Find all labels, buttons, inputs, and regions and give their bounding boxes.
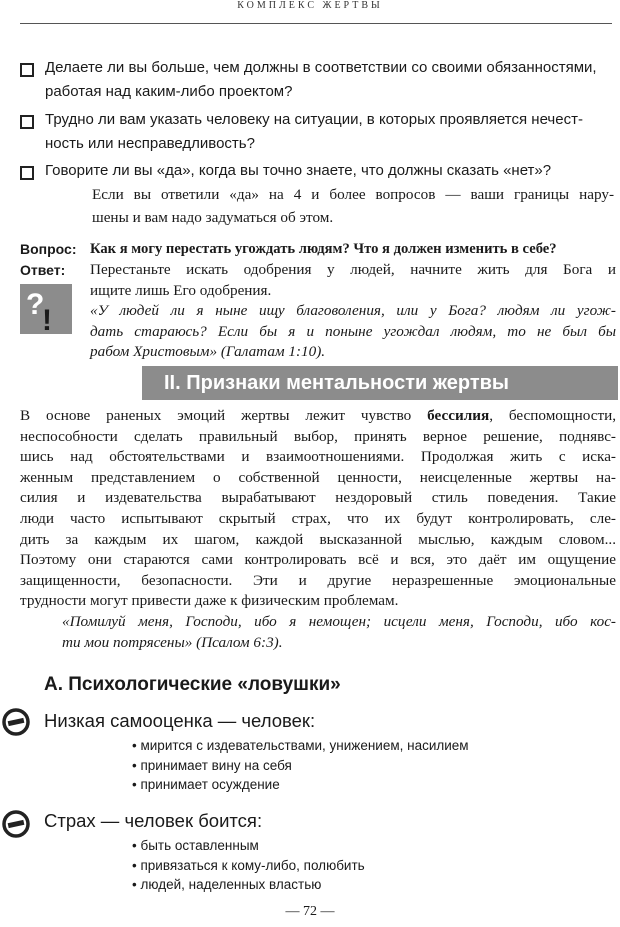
body-text: В основе раненых эмоций жертвы лежит чувство <box>20 407 428 424</box>
trap-icon <box>2 810 30 838</box>
section-title <box>164 368 509 398</box>
list-item-text: людей, наделенных властью <box>140 877 322 892</box>
question-label: Вопрос: <box>20 241 77 257</box>
list-item <box>132 756 469 776</box>
answer-label: Ответ: <box>20 262 66 278</box>
list-item-text: привязаться к кому-либо, полюбить <box>140 857 365 873</box>
bullet-icon: • <box>132 857 141 873</box>
section-number: II. <box>164 372 181 394</box>
question-line: Делаете ли вы больше, чем должны в соответствии со своими обязанностями, <box>45 59 597 76</box>
trap-heading: Низкая самооценка — человек: <box>44 710 316 731</box>
body-line: женным представлением о собственной ценности, неисцеленные жертвы на- <box>20 468 616 486</box>
quote-line: рабом Христовым» (Галатам 1:10). <box>90 343 326 360</box>
checkbox-icon[interactable] <box>20 115 34 129</box>
body-paragraph <box>20 406 616 612</box>
trap-list <box>132 736 469 795</box>
psalm-quote <box>62 611 616 653</box>
psalm-line: «Помилуй меня, Господи, ибо я немощен; исцели меня, Господи, ибо кос- <box>62 613 616 630</box>
body-bold-text: бессилия <box>427 407 490 424</box>
quote-line: дать стараюсь? Если бы я и поныне угождал людям, то не был бы <box>90 322 616 340</box>
list-item-text: принимает осуждение <box>140 777 280 792</box>
quote-line: «У людей ли я ныне ищу благоволения, или у Бога? людям ли угож- <box>90 302 616 319</box>
question-line: ность или несправедливость? <box>45 135 255 152</box>
answer-text <box>90 260 616 301</box>
body-line: трудности могут привести даже к физическим проблемам. <box>20 592 399 610</box>
body-line: неспособности сделать правильный выбор, принять верное решение, поднявс- <box>20 427 616 445</box>
question-line: работая над каким-либо проектом? <box>45 83 293 100</box>
list-item <box>132 875 365 895</box>
section-title-text: Признаки ментальности жертвы <box>186 372 510 394</box>
conclusion-line: Если вы ответили «да» на 4 и более вопросов — ваши границы нару- <box>92 186 614 203</box>
conclusion-line: шены и вам надо задуматься об этом. <box>92 209 334 226</box>
list-item <box>132 736 469 756</box>
svg-text:!: ! <box>42 304 52 334</box>
checkbox-icon[interactable] <box>20 63 34 77</box>
list-item <box>132 856 365 876</box>
conclusion <box>92 183 614 229</box>
question-item <box>45 159 615 183</box>
bullet-icon: • <box>132 738 141 753</box>
list-item-text: мирится с издевательствами, унижением, насилием <box>140 738 469 753</box>
body-line: люди часто испытывают скрытый страх, что их будут контролировать, сле- <box>20 509 616 527</box>
trap-list <box>132 836 365 895</box>
galatians-quote <box>90 301 616 363</box>
question-line: Трудно ли вам указать человеку на ситуации, в которых проявляется нечест- <box>45 111 583 128</box>
question-item <box>45 108 615 156</box>
bullet-icon: • <box>132 838 141 853</box>
body-line: силия и издевательства вырабатывают нездоровый стиль поведения. Такие <box>20 489 616 507</box>
checkbox-icon[interactable] <box>20 166 34 180</box>
body-line: защищенности, безопасности. Эти и другие неразрешенные эмоциональные <box>20 571 616 589</box>
body-line: дить за каждым их шагом, каждой высказанной мыслью, каждым словом... <box>20 530 616 548</box>
question-text: Как я могу перестать угождать людям? Что я должен изменить в себе? <box>90 241 557 257</box>
bullet-icon: • <box>132 877 141 892</box>
header-rule <box>20 23 612 24</box>
body-text: , беспомощности, <box>489 407 617 424</box>
list-item-text: принимает вину на себя <box>140 757 292 773</box>
list-item <box>132 775 469 795</box>
trap-heading: Страх — человек боится: <box>44 810 263 831</box>
running-head: КОМПЛЕКС ЖЕРТВЫ <box>237 0 383 11</box>
question-item <box>45 56 615 104</box>
body-line: Поэтому они стараются сами контролировать всё и вся, это даёт им ощущение <box>20 551 616 569</box>
question-line: Говорите ли вы «да», когда вы точно знаете, что должны сказать «нет»? <box>45 162 552 179</box>
question-exclamation-icon <box>20 284 72 334</box>
answer-line: ищите лишь Его одобрения. <box>90 281 272 299</box>
bullet-icon: • <box>132 757 141 773</box>
bullet-icon: • <box>132 777 141 792</box>
svg-text:?: ? <box>26 288 45 321</box>
list-item <box>132 836 365 856</box>
psalm-line: ти мои потрясены» (Псалом 6:3). <box>62 634 283 651</box>
body-line: шись над обстоятельствами и взаимоотношениями. Продолжая жить с иска- <box>20 448 616 466</box>
subsection-title: А. Психологические «ловушки» <box>44 674 341 695</box>
body-line <box>20 406 616 427</box>
page-number: — 72 — <box>285 904 335 919</box>
answer-line: Перестаньте искать одобрения у людей, начните жить для Бога и <box>90 261 616 278</box>
trap-icon <box>2 708 30 736</box>
list-item-text: быть оставленным <box>140 838 259 853</box>
